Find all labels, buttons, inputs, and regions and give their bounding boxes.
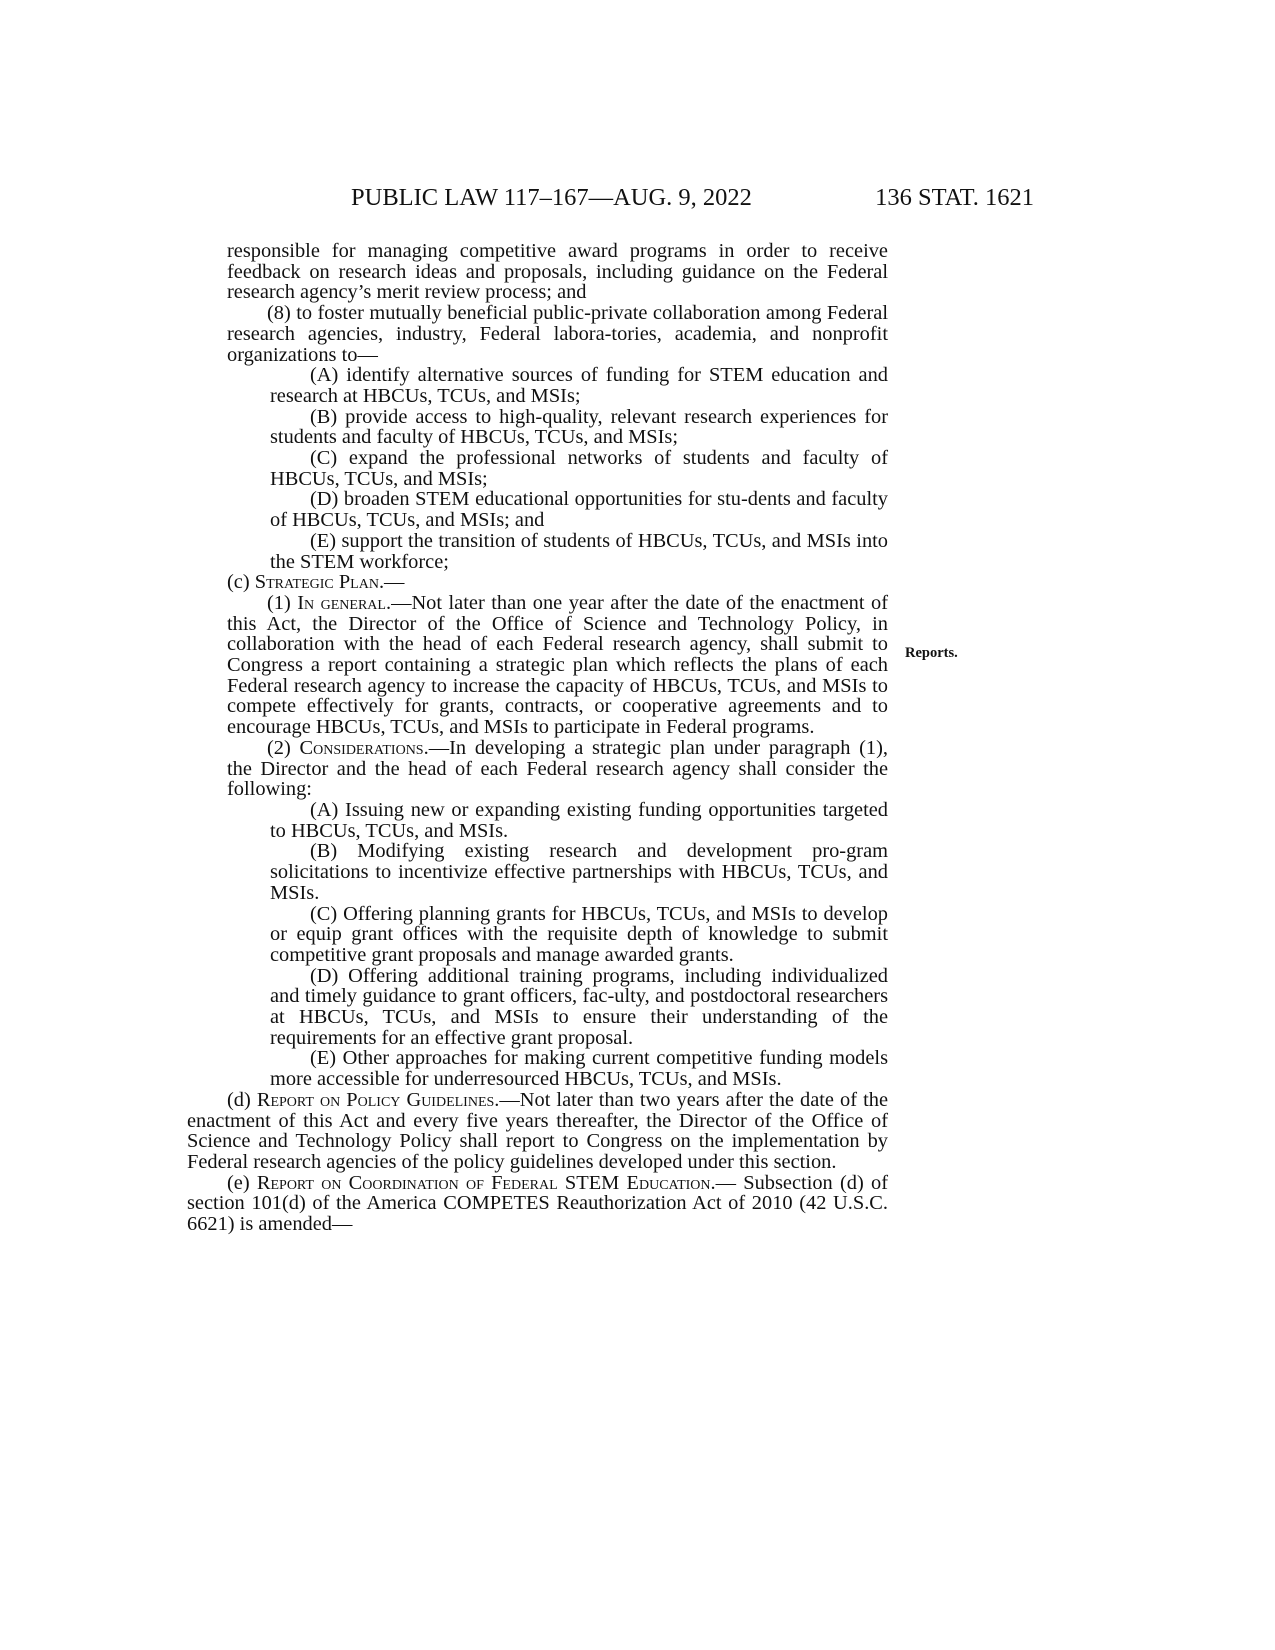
- subsection-d-heading: Report on Policy Guidelines: [256, 1088, 495, 1111]
- subparagraph-c2d: (D) Offering additional training programs, including individualized and timely guidance to grant officers, fac-ulty, and postdoctoral researchers at HBCUs, TCUs, and MSIs to ensure their understanding of the requirements for an effective grant proposal.: [270, 964, 888, 1049]
- subsection-c-dash: .—: [378, 571, 405, 594]
- paragraph-8: (8) to foster mutually beneficial public-private collaboration among Federal research agencies, industry, Federal labora-tories, academia, and nonprofit organizations to—: [227, 302, 888, 366]
- subparagraph-8b: (B) provide access to high-quality, relevant research experiences for students and faculty of HBCUs, TCUs, and MSIs;: [270, 405, 888, 449]
- running-header-title: PUBLIC LAW 117–167—AUG. 9, 2022: [351, 184, 752, 211]
- paragraph-c1: [227, 593, 888, 738]
- subparagraph-c2a: (A) Issuing new or expanding existing funding opportunities targeted to HBCUs, TCUs, and MSIs.: [270, 798, 888, 842]
- paragraph-c1-text: .—Not later than one year after the date of the enactment of this Act, the Director of the Office of Science and Technology Policy, in collaboration with the head of each Federal research agency, shall submit to Congress a report containing a strategic plan which reflects the plans of each Federal research agency to increase the capacity of HBCUs, TCUs, and MSIs to compete effectively for grants, contracts, or cooperative agreements and to encourage HBCUs, TCUs, and MSIs to participate in Federal programs.: [227, 591, 889, 739]
- subsection-e: [187, 1173, 888, 1235]
- subparagraph-c2e: (E) Other approaches for making current competitive funding models more accessible for underresourced HBCUs, TCUs, and MSIs.: [270, 1047, 888, 1091]
- paragraph-c1-heading: In general: [297, 591, 386, 614]
- margin-note: Reports.: [905, 645, 958, 661]
- subsection-c-title: Strategic Plan: [254, 571, 379, 594]
- paragraph-c2-label: (2): [267, 736, 300, 759]
- subparagraph-8d: (D) broaden STEM educational opportunities for stu-dents and faculty of HBCUs, TCUs, and MSIs; and: [270, 488, 888, 532]
- paragraph-c2-text: .—In developing a strategic plan under paragraph (1), the Director and the head of each Federal research agency shall consider the following:: [227, 736, 889, 801]
- subparagraph-8c: (C) expand the professional networks of students and faculty of HBCUs, TCUs, and MSIs;: [270, 447, 888, 490]
- paragraph-c2-heading: Considerations: [299, 736, 424, 759]
- subsection-c-label: (c): [227, 571, 255, 594]
- subparagraph-8e: (E) support the transition of students of HBCUs, TCUs, and MSIs into the STEM workforce;: [270, 529, 888, 573]
- subsection-d: [187, 1090, 888, 1173]
- paragraph-c2: [227, 738, 888, 800]
- subparagraph-c2c: (C) Offering planning grants for HBCUs, TCUs, and MSIs to develop or equip grant offices with the requisite depth of knowledge to submit competitive grant proposals and manage awarded grants.: [270, 902, 888, 966]
- subsection-d-label: (d): [227, 1088, 257, 1111]
- running-header-page-number: 136 STAT. 1621: [875, 184, 1034, 211]
- subsection-c-heading: [227, 572, 888, 593]
- subsection-e-heading: Report on Coordination of Federal STEM Education: [256, 1171, 711, 1194]
- subparagraph-8a: (A) identify alternative sources of funding for STEM education and research at HBCUs, TCUs, and MSIs;: [270, 364, 888, 407]
- subsection-e-text: .— Subsection (d) of section 101(d) of the America COMPETES Reauthorization Act of 2010 (42 U.S.C. 6621) is amended—: [187, 1171, 888, 1236]
- body-text: [187, 240, 889, 1236]
- subparagraph-c2b: (B) Modifying existing research and development pro-gram solicitations to incentivize effective partnerships with HBCUs, TCUs, and MSIs.: [270, 840, 888, 904]
- paragraph-c1-label: (1): [267, 591, 298, 614]
- subsection-d-text: .—Not later than two years after the date of the enactment of this Act and every five years thereafter, the Director of the Office of Science and Technology Policy shall report to Congress on the implementation by Federal research agencies of the policy guidelines developed under this section.: [187, 1088, 888, 1173]
- subsection-e-label: (e): [227, 1171, 257, 1194]
- paragraph-continuation: responsible for managing competitive award programs in order to receive feedback on research ideas and proposals, including guidance on the Federal research agency’s merit review process; and: [227, 240, 888, 304]
